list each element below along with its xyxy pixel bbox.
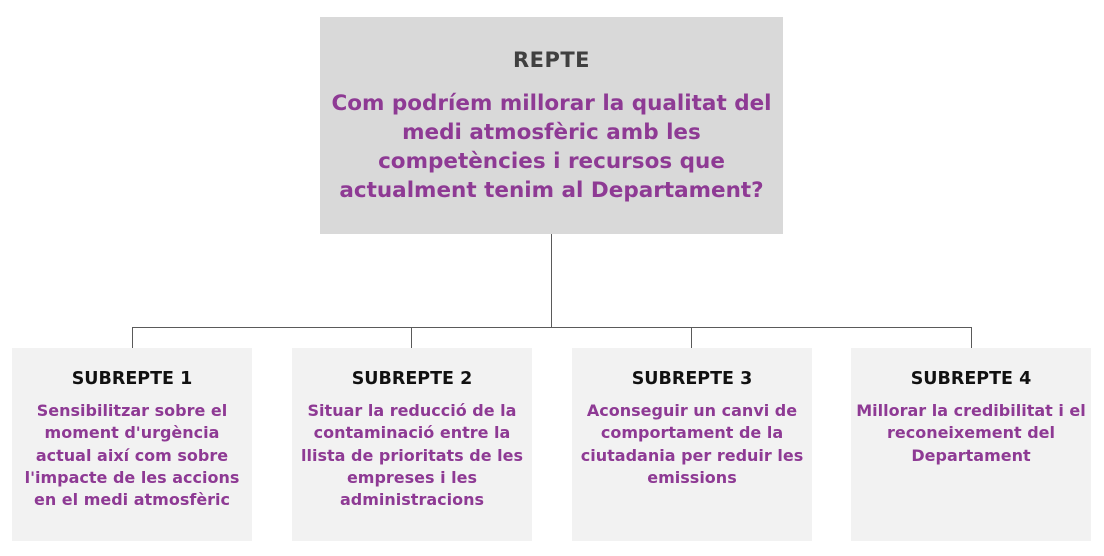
challenge-question: Com podríem millorar la qualitat del medi atmosfèric amb les competències i recursos que actualment tenim al Departament? — [331, 91, 772, 203]
connector-horizontal — [132, 327, 972, 328]
subchallenge-box-1 — [12, 348, 252, 541]
connector-branch-4 — [971, 327, 972, 348]
challenge-box — [320, 17, 783, 234]
connector-branch-2 — [411, 327, 412, 348]
subchallenge-text-3: Aconseguir un canvi de comportament de la ciutadania per reduir les emissions — [580, 401, 804, 487]
subchallenge-box-3 — [572, 348, 812, 541]
connector-branch-1 — [132, 327, 133, 348]
challenge-label: REPTE — [512, 48, 591, 72]
subchallenge-title-2: SUBREPTE 2 — [351, 369, 473, 389]
connector-trunk — [551, 234, 552, 328]
subchallenge-text-2: Situar la reducció de la contaminació entre la llista de prioritats de les empreses i les administracions — [301, 401, 523, 510]
subchallenge-title-4: SUBREPTE 4 — [910, 369, 1032, 389]
connector-branch-3 — [691, 327, 692, 348]
subchallenge-text-4: Millorar la credibilitat i el reconeixement del Departament — [856, 401, 1086, 465]
subchallenge-title-1: SUBREPTE 1 — [71, 369, 193, 389]
subchallenge-box-4 — [851, 348, 1091, 541]
subchallenge-box-2 — [292, 348, 532, 541]
subchallenge-text-1: Sensibilitzar sobre el moment d'urgència actual així com sobre l'impacte de les accions en el medi atmosfèric — [24, 401, 240, 510]
subchallenge-title-3: SUBREPTE 3 — [631, 369, 753, 389]
